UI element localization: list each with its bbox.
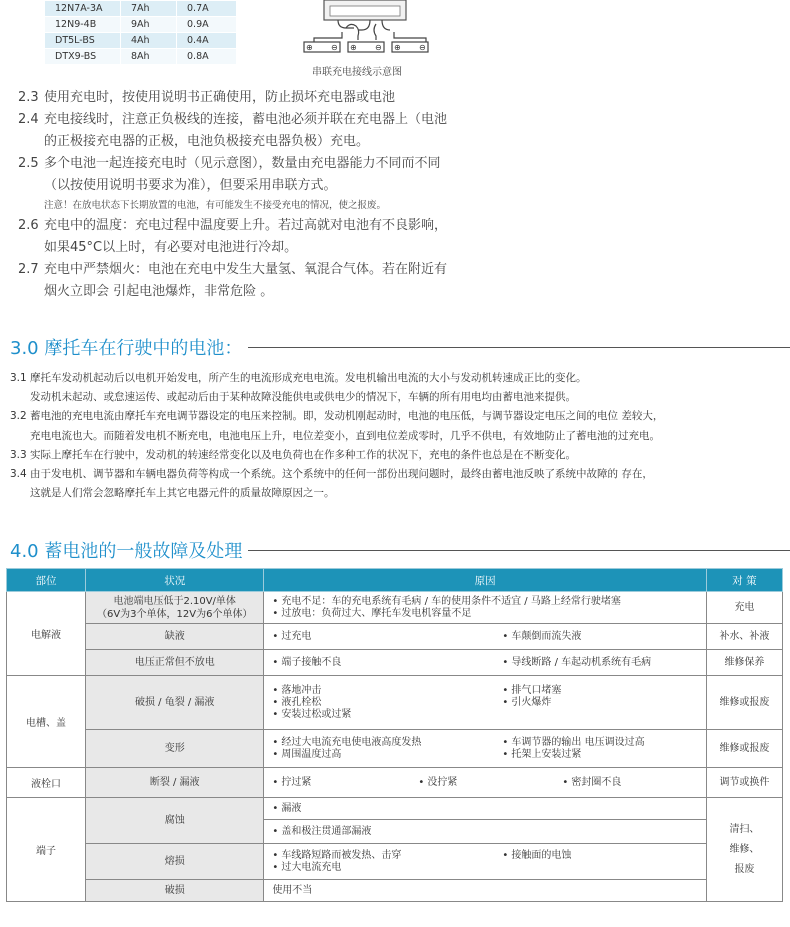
cause-item: • 导线断路 / 车起动机系统有毛病 [502,657,702,669]
table-row [7,798,783,844]
action-cell: 充电 [706,592,782,624]
table-row [7,880,783,902]
cause-item: • 过大电流充电 [272,862,502,874]
instruction-line [18,175,498,197]
cause-item: • 没拧紧 [418,777,562,789]
table-cell: 4Ah [121,33,177,49]
table-row [45,49,237,65]
item-text: 烟火立即会 引起电池爆炸，非常危险 。 [44,284,274,299]
cause-item: • 引火爆炸 [502,697,702,709]
table-row [7,650,783,676]
condition-line: 电池端电压低于2.10V/单体 [113,595,236,607]
cause-cell [264,730,707,768]
cause-item: • 车线路短路而被发热、击穿 [272,850,502,862]
cause-item: • 车调节器的输出 电压调设过高 [502,737,702,749]
item-text: 充电中严禁烟火：电池在充电中发生大量氢、氧混合气体。若在附近有 [44,262,448,277]
item-text: 如果45°C以上时，有必要对电池进行冷却。 [44,240,298,255]
section-3-body [10,369,790,503]
instruction-line [18,153,498,175]
table-row [7,730,783,768]
series-charging-diagram [298,0,438,64]
instruction-line [18,109,498,131]
condition-cell: 破损 / 龟裂 / 漏液 [86,676,264,730]
charging-instructions [18,87,498,303]
diagram-caption: 串联充电接线示意图 [312,67,402,78]
header-cause: 原因 [264,569,707,592]
action-cell: 维修或报废 [706,676,782,730]
condition-cell: 变形 [86,730,264,768]
condition-cell: 电压正常但不放电 [86,650,264,676]
item-number: 2.5 [18,156,39,171]
condition-cell: 断裂 / 漏液 [86,768,264,798]
item-number [18,131,44,153]
table-cell: 0.4A [177,33,237,49]
table-row [7,592,783,624]
table-row [7,676,783,730]
paragraph-line: 3.3 实际上摩托车在行驶中，发动机的转速经常变化以及电负荷也在作多种工作的状况下，充电的条件也总是在不断变化。 [10,448,577,461]
cause-item: • 安装过松或过紧 [272,709,502,721]
action-cell: 维修或报废 [706,730,782,768]
condition-cell: 熔损 [86,844,264,880]
header-condition: 状况 [86,569,264,592]
item-text: 使用充电时，按使用说明书正确使用，防止损坏充电器或电池 [44,90,396,105]
minus-terminal-icon: ⊖ [331,43,338,52]
table-cell: DTX9-BS [45,49,121,65]
instruction-line [18,259,498,281]
action-line: 报废 [734,863,755,875]
section-4-heading [10,537,790,563]
table-row [45,33,237,49]
warning-note: 注意！在放电状态下长期放置的电池，有可能发生不接受充电的情况，使之报废。 [44,200,387,211]
part-cell: 电槽、盖 [7,676,86,768]
action-cell: 调节或换件 [706,768,782,798]
table-header-row [7,569,783,592]
action-cell: 补水、补液 [706,624,782,650]
cause-item: • 过放电：负荷过大、摩托车发电机容量不足 [272,608,706,620]
item-text: 充电接线时，注意正负极线的连接，蓄电池必须并联在充电器上（电池 [44,112,448,127]
condition-line: （6V为3个单体，12V为6个单体） [96,608,253,620]
table-row [45,1,237,17]
cause-item: • 漏液 [264,798,706,820]
instruction-line [18,237,498,259]
minus-terminal-icon: ⊖ [375,43,382,52]
cause-cell: 使用不当 [264,880,707,902]
cause-item: • 密封圈不良 [562,777,702,789]
table-cell: DT5L-BS [45,33,121,49]
cause-item: • 排气口堵塞 [502,685,702,697]
cause-item: • 车颠倒而流失液 [502,631,702,643]
cause-item: • 过充电 [272,631,502,643]
cause-item: • 托架上安装过紧 [502,749,702,761]
table-row [7,768,783,798]
cause-item: • 落地冲击 [272,685,502,697]
table-cell: 12N9-4B [45,17,121,33]
part-cell: 端子 [7,798,86,902]
paragraph-line: 3.2 蓄电池的充电电流由摩托车充电调节器设定的电压来控制。即，发动机刚起动时，电池的电压低，与调节器设定电压之间的电位 差较大， [10,410,664,423]
item-number: 2.6 [18,218,39,233]
item-number: 2.7 [18,262,39,277]
condition-cell: 缺液 [86,624,264,650]
charger-box-icon [324,0,406,20]
cause-item: • 端子接触不良 [272,657,502,669]
item-text: 多个电池一起连接充电时（见示意图），数量由充电器能力不同而不同 [44,156,441,171]
table-row [7,844,783,880]
battery-spec-table [44,0,237,65]
instruction-line [18,281,498,303]
fault-table [6,568,783,902]
item-number: 2.3 [18,90,39,105]
cause-item: • 经过大电流充电使电液高度发热 [272,737,502,749]
cause-cell [264,592,707,624]
paragraph-line: 充电电流也大。而随着发电机不断充电，电池电压上升，电位差变小，直到电位差成零时，几乎不供电，有效地防止了蓄电池的过充电。 [30,429,660,442]
section-4-title: 4.0 蓄电池的一般故障及处理 [10,541,243,562]
item-text: 充电中的温度：充电过程中温度要上升。若过高就对电池有不良影响， [44,218,448,233]
table-cell: 7Ah [121,1,177,17]
section-3-heading [10,334,790,360]
header-part: 部位 [7,569,86,592]
cause-cell [264,798,707,844]
instruction-line [18,87,498,109]
table-cell: 12N7A-3A [45,1,121,17]
table-cell: 0.9A [177,17,237,33]
cause-item: • 液孔栓松 [272,697,502,709]
instruction-line [18,131,498,153]
item-number [18,281,44,303]
heading-divider [248,550,790,551]
item-number [18,237,44,259]
cause-item: • 拧过紧 [272,777,418,789]
part-cell: 液栓口 [7,768,86,798]
table-cell: 0.8A [177,49,237,65]
cause-item: • 盖和极注贯通部漏液 [264,820,706,843]
header-action: 对 策 [706,569,782,592]
cause-cell [264,844,707,880]
section-3-title: 3.0 摩托车在行驶中的电池： [10,338,243,359]
plus-terminal-icon: ⊕ [306,43,313,52]
condition-cell [86,592,264,624]
cause-item: • 周围温度过高 [272,749,502,761]
plus-terminal-icon: ⊕ [350,43,357,52]
paragraph-line: 3.1 摩托车发动机起动后以电机开始发电，所产生的电流形成充电电流。发电机输出电流的大小与发动机转速成正比的变化。 [10,372,587,384]
cause-cell [264,624,707,650]
minus-terminal-icon: ⊖ [419,43,426,52]
heading-divider [248,347,790,348]
item-text: （以按使用说明书要求为准），但要采用串联方式。 [44,178,337,193]
plus-terminal-icon: ⊕ [394,43,401,52]
table-cell: 9Ah [121,17,177,33]
item-number [18,175,44,197]
action-cell: 维修保养 [706,650,782,676]
paragraph-line: 这就是人们常会忽略摩托车上其它电器元件的质量故障原因之一。 [30,487,335,500]
cause-cell [264,768,707,798]
table-row [7,624,783,650]
table-row [45,17,237,33]
paragraph-line: 3.4 由于发电机、调节器和车辆电器负荷等构成一个系统。这个系统中的任何一部份出现问题时，最终由蓄电池反映了系统中故障的 存在， [10,468,653,481]
table-cell: 8Ah [121,49,177,65]
item-text: 的正极接充电器的正极，电池负极接充电器负极）充电。 [44,134,370,149]
item-number: 2.4 [18,112,39,127]
cause-item: • 充电不足：车的充电系统有毛病 / 车的使用条件不适宜 / 马路上经常行驶堵塞 [272,596,706,608]
action-cell [706,798,782,902]
cause-cell [264,676,707,730]
action-line: 清扫、 [729,823,760,835]
condition-cell: 破损 [86,880,264,902]
action-line: 维修、 [729,843,760,855]
cause-cell [264,650,707,676]
paragraph-line: 发动机未起动、或怠速运传、或起动后由于某种故障没能供电或供电少的情况下，车辆的所有用电均由蓄电池来提供。 [30,391,576,404]
condition-cell: 腐蚀 [86,798,264,844]
part-cell: 电解液 [7,592,86,676]
table-cell: 0.7A [177,1,237,17]
instruction-line [18,215,498,237]
cause-item: • 接触面的电蚀 [502,850,702,862]
